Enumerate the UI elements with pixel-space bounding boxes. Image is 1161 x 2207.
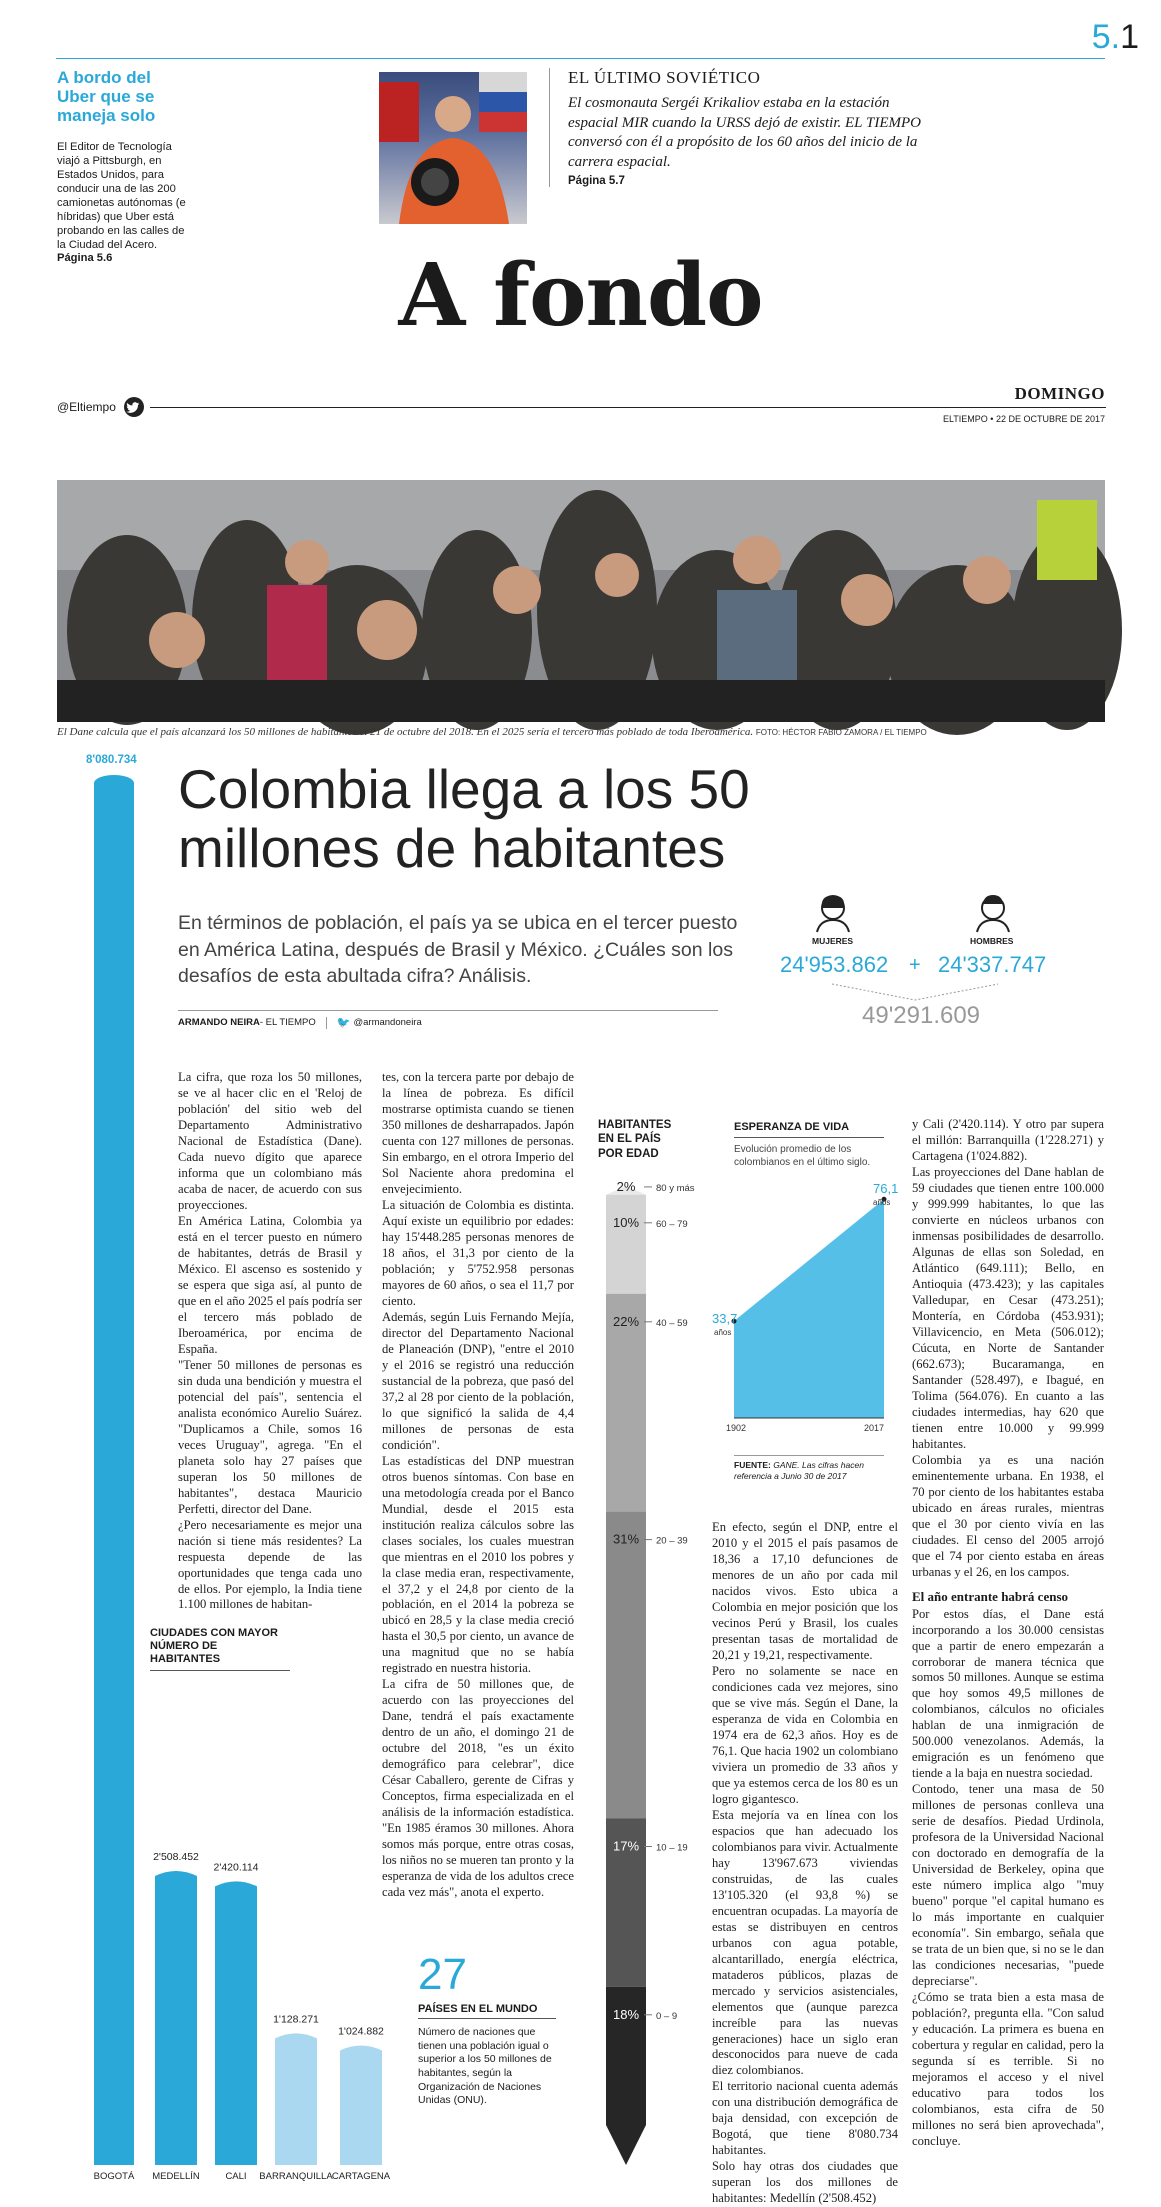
cities-chart-title: CIUDADES CON MAYOR NÚMERO DE HABITANTES — [150, 1627, 290, 1671]
byline-divider — [326, 1017, 327, 1029]
life-value-label: 76,1 — [873, 1181, 899, 1197]
teaser-uber-title: A bordo del Uber que se maneja solo — [57, 68, 156, 126]
countries-text: Número de naciones que tienen una población igual o superior a los 50 millones de habitantes, según la Organización de Naciones Unidas (ONU). — [418, 2026, 552, 2107]
dateline: ELTIEMPO • 22 DE OCTUBRE DE 2017 — [942, 414, 1105, 424]
body-subhead: El año entrante habrá censo — [912, 1588, 1068, 1604]
life-chart-subtitle: Evolución promedio de los colombianos en el último siglo. — [734, 1144, 871, 1168]
total-population: 49'291.609 — [862, 1002, 981, 1029]
social-handle[interactable] — [57, 397, 144, 417]
teaser-uber[interactable] — [57, 68, 193, 264]
age-range-label: 20 – 39 — [656, 1535, 688, 1547]
headline: Colombia llega a los 50 millones de habitantes — [178, 758, 750, 880]
byline — [178, 1016, 422, 1029]
city-bar-value: 2'508.452 — [153, 1851, 199, 1863]
age-segment — [606, 1195, 646, 1294]
masthead-title: A fondo — [398, 245, 763, 346]
age-percent-label: 17% — [612, 1838, 640, 1854]
life-source-rule — [734, 1455, 884, 1456]
age-range-label: 60 – 79 — [656, 1218, 688, 1230]
teaser-cosmonaut[interactable] — [549, 68, 939, 187]
crowd-illustration — [57, 480, 1105, 722]
life-expectancy-chart — [700, 1170, 910, 1450]
gender-breakdown — [770, 892, 1070, 1072]
life-source-label: FUENTE: — [734, 1460, 771, 1470]
crowd-photo — [57, 480, 1105, 722]
deck: En términos de población, el país ya se ubica en el tercer puesto en América Latina, después de Brasil y México. ¿Cuáles son los desafíos de esta abultada cifra? Análisis. — [178, 912, 738, 988]
age-chart — [596, 1175, 716, 2175]
age-range-label: 10 – 19 — [656, 1842, 688, 1854]
body-column-3: En efecto, según el DNP, entre el 2010 y el 2015 el país pasamos de 18,36 a 17,10 defunciones de menores de un año por cada mil nacidos vivos. Esto ubica a Colombia en mejor posición que los vecinos Perú y Brasil, los cuales presentan tasas de mortalidad de 20,21 y 19,21, respectivamente. Pero no solamente se nace en condiciones cada vez mejores, sino que se vive más. Según el Dane, la esperanza de vida en Colombia en 1974 era de 62,3 años. Hoy es de 76,1. Que hacia 1902 un colombiano viviera un promedio de 33 años y que ya estemos cerca de los 80 es un logro gigantesco. Esta mejoría va en línea con los espacios que han adecuado los colombianos para vivir. Actualmente hay 13'967.673 viviendas construidas, de las cuales 13'105.320 (el 93,8 %) se encuentran ocupadas. La mayoría de estas se distribuyen en centros urbanos con agua potable, alcantarillado, energía eléctrica, mataderos públicos, plazas de mercado y servicios asistenciales, elementos que (aunque parezca increíble para las nuevas generaciones) hace un siglo eran desconocidos para nueve de cada diez colombianos. El territorio nacional cuenta además con una distribución demográfica de baja densidad, con excepción de Bogotá, que tiene 8'080.734 habitantes. Solo hay otras dos ciudades que superan los dos millones de habitantes: Medellín (2'508.452) — [712, 1520, 898, 2206]
sum-connector — [830, 982, 1000, 1004]
city-bar-value: 1'128.271 — [273, 2013, 319, 2026]
city-label: MEDELLÍN — [152, 2171, 200, 2182]
life-chart-title: ESPERANZA DE VIDA — [734, 1121, 850, 1133]
life-unit-label: años — [714, 1328, 732, 1338]
byline-handle[interactable]: @armandoneira — [353, 1017, 422, 1028]
age-range-label: 0 – 9 — [656, 2010, 678, 2022]
age-percent-label: 22% — [612, 1313, 640, 1329]
photo-caption-text: El Dane calcula que el país alcanzará los 50 millones de habitantes el 21 de octubre del 2018. En el 2025 sería el tercero más poblado de toda Iberoamérica. — [57, 726, 754, 738]
twitter-icon: 🐦 — [336, 1017, 351, 1029]
cosmonaut-illustration — [379, 72, 527, 224]
life-chart-source — [734, 1460, 884, 1481]
life-unit-label: años — [873, 1198, 891, 1208]
city-bar — [340, 2045, 382, 2165]
city-label: CARTAGENA — [331, 2171, 391, 2182]
plus-sign: + — [909, 954, 921, 976]
body-column-4 — [912, 1117, 1104, 2150]
photo-caption — [57, 726, 1107, 738]
byline-name: ARMANDO NEIRA — [178, 1017, 260, 1028]
body-column-2: tes, con la tercera parte por debajo de la línea de pobreza. Es difícil mostrarse optimista cuando se tienen 350 millones de desharrapados. Japón cuenta con 127 millones de personas. Sin embargo, en el otrora Imperio del Sol Naciente ahora predomina el envejecimiento. La situación de Colombia es distinta. Aquí existe un equilibrio por edades: hay 15'448.285 personas menores de 18 años, el 31,3 por ciento de la población; y 5'752.958 personas mayores de 60 años, o sea el 11,7 por ciento. Además, según Luis Fernando Mejía, director del Departamento Nacional de Planeación (DNP), "entre el 2010 y el 2016 se registró una reducción sustancial de la pobreza, que pasó del 37,2 al 28 por ciento de la población, lo que significó la salida de 4,4 millones de personas de esta condición". Las estadísticas del DNP muestran otros buenos síntomas. Con base en una metodología creada por el Banco Mundial, desde el 2015 esta institución realiza cálculos sobre las clases sociales, los cuales muestran que mientras en el 2010 los pobres y la clase media eran, respectivamente, el 37,2 y el 24,8 por ciento de la población, en el 2014 la pobreza se ubicó en 28,5 y la clase media creció hasta el 30,5 por ciento, un avance de una magnitud que no se había registrado en nuestra historia. La cifra de 50 millones que, de acuerdo con las proyecciones del Dane, tendrá el país exactamente dentro de un año, el domingo 21 de octubre del 2018, "es un éxito demográfico para celebrar", dice César Caballero, gerente de Cifras y Conceptos, firma especializada en el análisis de la información estadística. "En 1985 éramos 30 millones. Ahora somos más porque, entre otras cosas, los niños no se mueren tan pronto y la esperanza de vida de los adultos crece cada vez más", anota el experto. — [382, 1070, 574, 1900]
age-segment — [606, 1512, 646, 1819]
countries-label: PAÍSES EN EL MUNDO — [418, 2003, 556, 2019]
teaser-cosmonaut-body: El cosmonauta Sergéi Krikaliov estaba en la estación espacial MIR cuando la URSS dejó de existir. EL TIEMPO conversó con él a propósito de los 60 años del inicio de la carrera espacial. — [568, 95, 921, 170]
byline-rule — [178, 1010, 718, 1011]
city-bar — [155, 1871, 197, 2165]
byline-outlet: - EL TIEMPO — [259, 1017, 316, 1028]
city-label: CALI — [225, 2171, 247, 2182]
city-bar — [215, 1881, 257, 2165]
city-bar — [275, 2033, 317, 2165]
age-chart-title: HABITANTES EN EL PAÍS POR EDAD — [598, 1119, 672, 1160]
tall-bar-value: 8'080.734 — [86, 754, 137, 766]
city-label: BARRANQUILLA — [259, 2171, 333, 2182]
woman-icon — [812, 892, 854, 932]
body-column-4a: y Cali (2'420.114). Y otro par supera el millón: Barranquilla (1'228.271) y Cartagena (1'024.882). Las proyecciones del Dane hablan de 59 ciudades que tienen entre 100.000 y 999.999 habitantes, lo que las convierte en núcleos urbanos con inmensas posibilidades de desarrollo. Algunas de ellas son Soledad, en Atlántico (649.111); Bello, en Antioquia (473.423); y las capitales Valledupar, en Cesar (473.251); Montería, en Córdoba (453.931); Villavicencio, en Meta (506.012); Cúcuta, en Norte de Santander (662.673); Bucaramanga, en Santander (528.497), e Ibagué, en Tolima (564.076). En cuanto a las ciudades intermedias, hay 620 que tienen entre 10.000 y 99.999 habitantes. Colombia ya es una nación eminentemente urbana. En 1938, el 70 por ciento de los habitantes estaba ubicado en áreas rurales, mientras que el 30 por ciento vivía en las ciudades. El censo del 2005 arrojó que el 74 por ciento estaba en áreas urbanas y el 26, en los campos. — [912, 1117, 1104, 1579]
teaser-cosmonaut-page: Página 5.7 — [568, 175, 625, 187]
cities-bar-chart — [85, 1700, 415, 2185]
women-label: MUJERES — [812, 936, 854, 946]
life-chart-rule — [734, 1137, 884, 1138]
age-percent-label: 10% — [612, 1214, 640, 1230]
life-source-text: GANE. Las cifras hacen referencia a Junio 30 de 2017 — [734, 1460, 864, 1481]
social-handle-text: @Eltiempo — [57, 400, 116, 414]
men-value: 24'337.747 — [938, 952, 1047, 977]
photo-credit: FOTO: HÉCTOR FABIO ZAMORA / EL TIEMPO — [755, 728, 927, 737]
life-x-tick: 2017 — [864, 1423, 885, 1433]
age-range-label: 80 y más — [656, 1182, 695, 1194]
teaser-uber-page: Página 5.6 — [57, 252, 113, 265]
city-label: BOGOTÁ — [93, 2171, 135, 2182]
city-bar-value: 1'024.882 — [338, 2025, 384, 2038]
countries-number: 27 — [418, 1950, 467, 1999]
twitter-icon — [124, 397, 144, 417]
age-percent-label: 2% — [616, 1178, 636, 1194]
men-label: HOMBRES — [970, 936, 1014, 946]
teaser-uber-body: El Editor de Tecnología viajó a Pittsburgh, en Estados Unidos, para conducir una de las 200 camionetas autónomas (e híbridas) que Uber está probando en las calles de la Ciudad del Acero. — [57, 140, 186, 252]
life-area — [734, 1199, 884, 1418]
masthead-rule — [150, 407, 1106, 408]
life-x-tick: 1902 — [726, 1423, 747, 1433]
section-number: 5.1 — [1091, 18, 1139, 56]
city-bar-value: 2'420.114 — [213, 1861, 259, 1874]
women-value: 24'953.862 — [780, 952, 889, 977]
day-label: DOMINGO — [1014, 384, 1105, 403]
man-icon — [972, 892, 1014, 932]
age-percent-label: 31% — [612, 1531, 640, 1547]
life-value-label: 33,7 — [712, 1311, 738, 1327]
top-rule — [56, 58, 1105, 59]
body-column-4b: Por estos días, el Dane está incorporando a los 30.000 censistas que a partir de enero empezarán a corroborar de manera técnica que somos 50 millones. Aunque se estima que hoy somos 49,5 millones de colombianos, cálculos no oficiales hablan de una inmigración de 500.000 venezolanos. Además, la emigración es un fenómeno que tiende a la baja en nuestra sociedad. Contodo, tener una masa de 50 millones de personas conlleva una serie de desafíos. Piedad Urdinola, profesora de la Universidad Nacional con doctorado en demografía de la Universidad de Berkeley, opina que este número implica algo "muy bueno" porque "el capital humano es lo más importante en cualquier economía". Sin embargo, señala que se trata de un bien que, si no se le dan las condiciones necesarias, "puede depreciarse". ¿Cómo se trata bien a esta masa de población?, pregunta ella. "Con salud y educación. La primera es buena en cobertura y regular en calidad, pero la segunda sí es terrible. Si no mejoramos el acceso y el nivel educativo para todos los colombianos, esta cifra de 50 millones no será bien aprovechada", concluye. — [912, 1606, 1104, 2149]
age-percent-label: 18% — [612, 2006, 640, 2022]
age-range-label: 40 – 59 — [656, 1317, 688, 1329]
teaser-cosmonaut-kicker: EL ÚLTIMO SOVIÉTICO — [568, 68, 761, 87]
body-column-1: La cifra, que roza los 50 millones, se ve al hacer clic en el 'Reloj de población' del sitio web del Departamento Administrativo Nacional de Estadística (Dane). Cada nuevo dígito que aparece informa que un colombiano más acaba de nacer, de acuerdo con sus proyecciones. En América Latina, Colombia ya está en el tercer puesto en número de habitantes, detrás de Brasil y México. El ascenso es sostenido y se espera que siga así, al punto de que en el año 2025 el país podría ser el tercero más poblado de Iberoamérica, por encima de España. "Tener 50 millones de personas es sin duda una bendición y muestra el potencial del país", sentencia el analista económico Aurelio Suárez. "Duplicamos a Chile, somos 16 veces Uruguay", agrega. "En el planeta solo hay 27 países que superan los 50 millones de habitantes", destaca Mauricio Perfetti, director del Dane. ¿Pero necesariamente es mejor una nación si tiene más residentes? La respuesta depende de las oportunidades que tenga cada uno de ellos. Por ejemplo, la India tiene 1.100 millones de habitan- — [178, 1070, 362, 1612]
cosmonaut-photo — [379, 72, 527, 224]
